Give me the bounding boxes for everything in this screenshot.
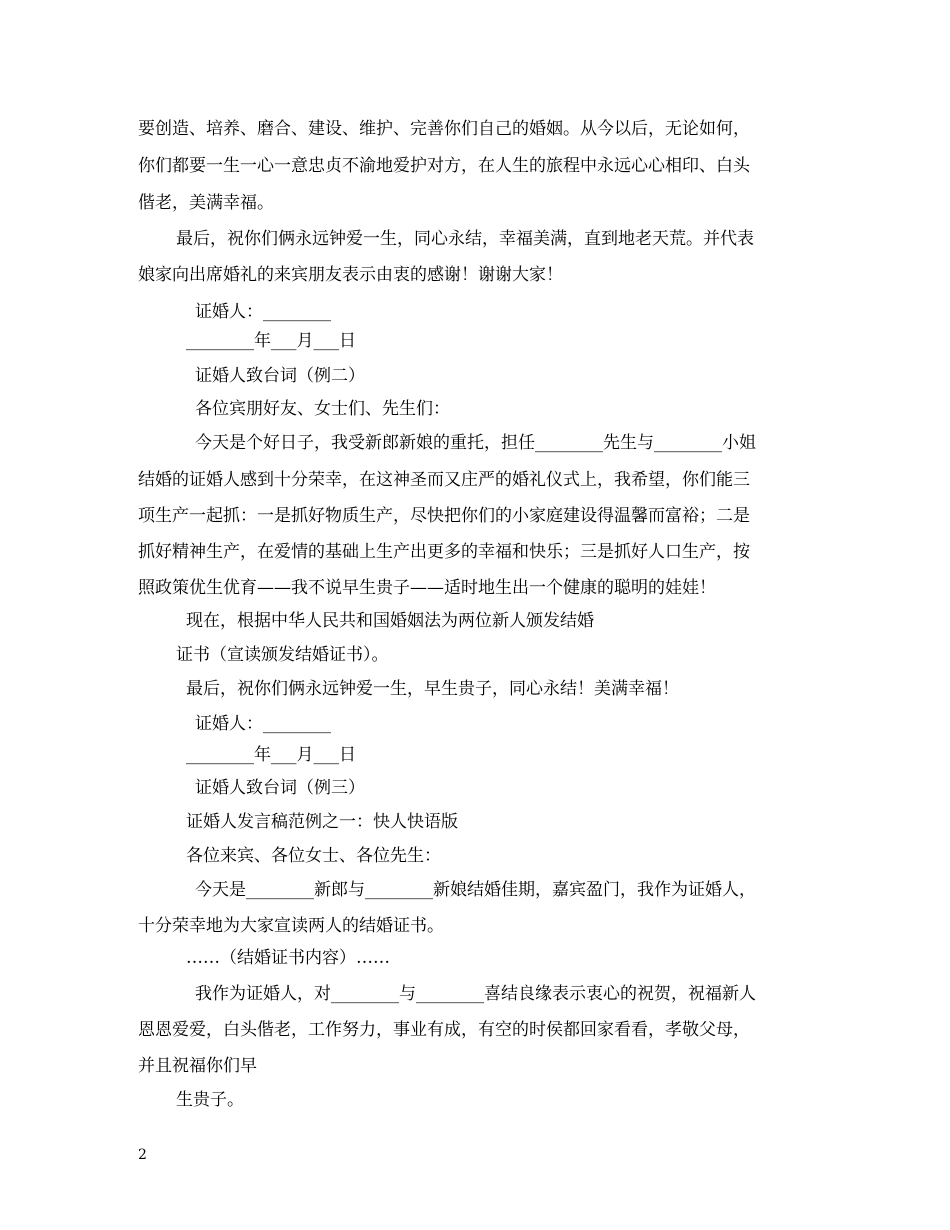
paragraph-line: 要创造、培养、磨合、建设、维护、完善你们自己的婚姻。从今以后，无论如何， — [138, 119, 750, 139]
paragraph-line: 今天是________新郎与________新娘结婚佳期，嘉宾盈门，我作为证婚人， — [195, 880, 756, 900]
paragraph-line: 生贵子。 — [176, 1090, 244, 1110]
paragraph-line: 结婚的证婚人感到十分荣幸，在这神圣而又庄严的婚礼仪式上，我希望，你们能三 — [138, 470, 750, 490]
paragraph-line: 十分荣幸地为大家宣读两人的结婚证书。 — [138, 916, 444, 936]
salutation-line: 各位来宾、各位女士、各位先生： — [186, 846, 441, 866]
date-line: ________年___月___日 — [186, 745, 356, 765]
paragraph-line: 恩恩爱爱，白头偕老，工作努力，事业有成，有空的时侯都回家看看，孝敬父母， — [138, 1020, 750, 1040]
paragraph-line: 并且祝福你们早 — [138, 1056, 257, 1076]
signature-line: 证婚人：________ — [195, 302, 331, 322]
subheading-line: 证婚人发言稿范例之一：快人快语版 — [186, 812, 458, 832]
paragraph-line: 娘家向出席婚礼的来宾朋友表示由衷的感谢！谢谢大家！ — [138, 265, 563, 285]
salutation-line: 各位宾朋好友、女士们、先生们： — [195, 399, 450, 419]
paragraph-line: 今天是个好日子，我受新郎新娘的重托，担任________先生与________小姐 — [195, 433, 756, 453]
paragraph-line: 照政策优生优育——我不说早生贵子——适时地生出一个健康的聪明的娃娃！ — [138, 578, 716, 598]
paragraph-line: 最后，祝你们俩永远钟爱一生，早生贵子，同心永结！美满幸福！ — [186, 679, 679, 699]
paragraph-line: 现在，根据中华人民共和国婚姻法为两位新人颁发结婚 — [186, 611, 594, 631]
paragraph-line: 我作为证婚人，对________与________喜结良缘表示衷心的祝贺，祝福新人 — [195, 984, 756, 1004]
section-heading: 证婚人致台词（例二） — [195, 366, 365, 386]
date-line: ________年___月___日 — [186, 331, 356, 351]
paragraph-line: 偕老，美满幸福。 — [138, 193, 274, 213]
section-heading: 证婚人致台词（例三） — [195, 778, 365, 798]
page-number: 2 — [138, 1147, 147, 1163]
signature-line: 证婚人：________ — [195, 714, 331, 734]
paragraph-line: ……（结婚证书内容）…… — [186, 948, 390, 968]
paragraph-line: 证书（宣读颁发结婚证书）。 — [176, 645, 389, 665]
paragraph-line: 你们都要一生一心一意忠贞不渝地爱护对方，在人生的旅程中永远心心相印、白头 — [138, 156, 750, 176]
paragraph-line: 抓好精神生产，在爱情的基础上生产出更多的幸福和快乐；三是抓好人口生产，按 — [138, 542, 750, 562]
paragraph-line: 最后，祝你们俩永远钟爱一生，同心永结，幸福美满，直到地老天荒。并代表 — [176, 229, 754, 249]
paragraph-line: 项生产一起抓：一是抓好物质生产，尽快把你们的小家庭建设得温馨而富裕；二是 — [138, 506, 750, 526]
